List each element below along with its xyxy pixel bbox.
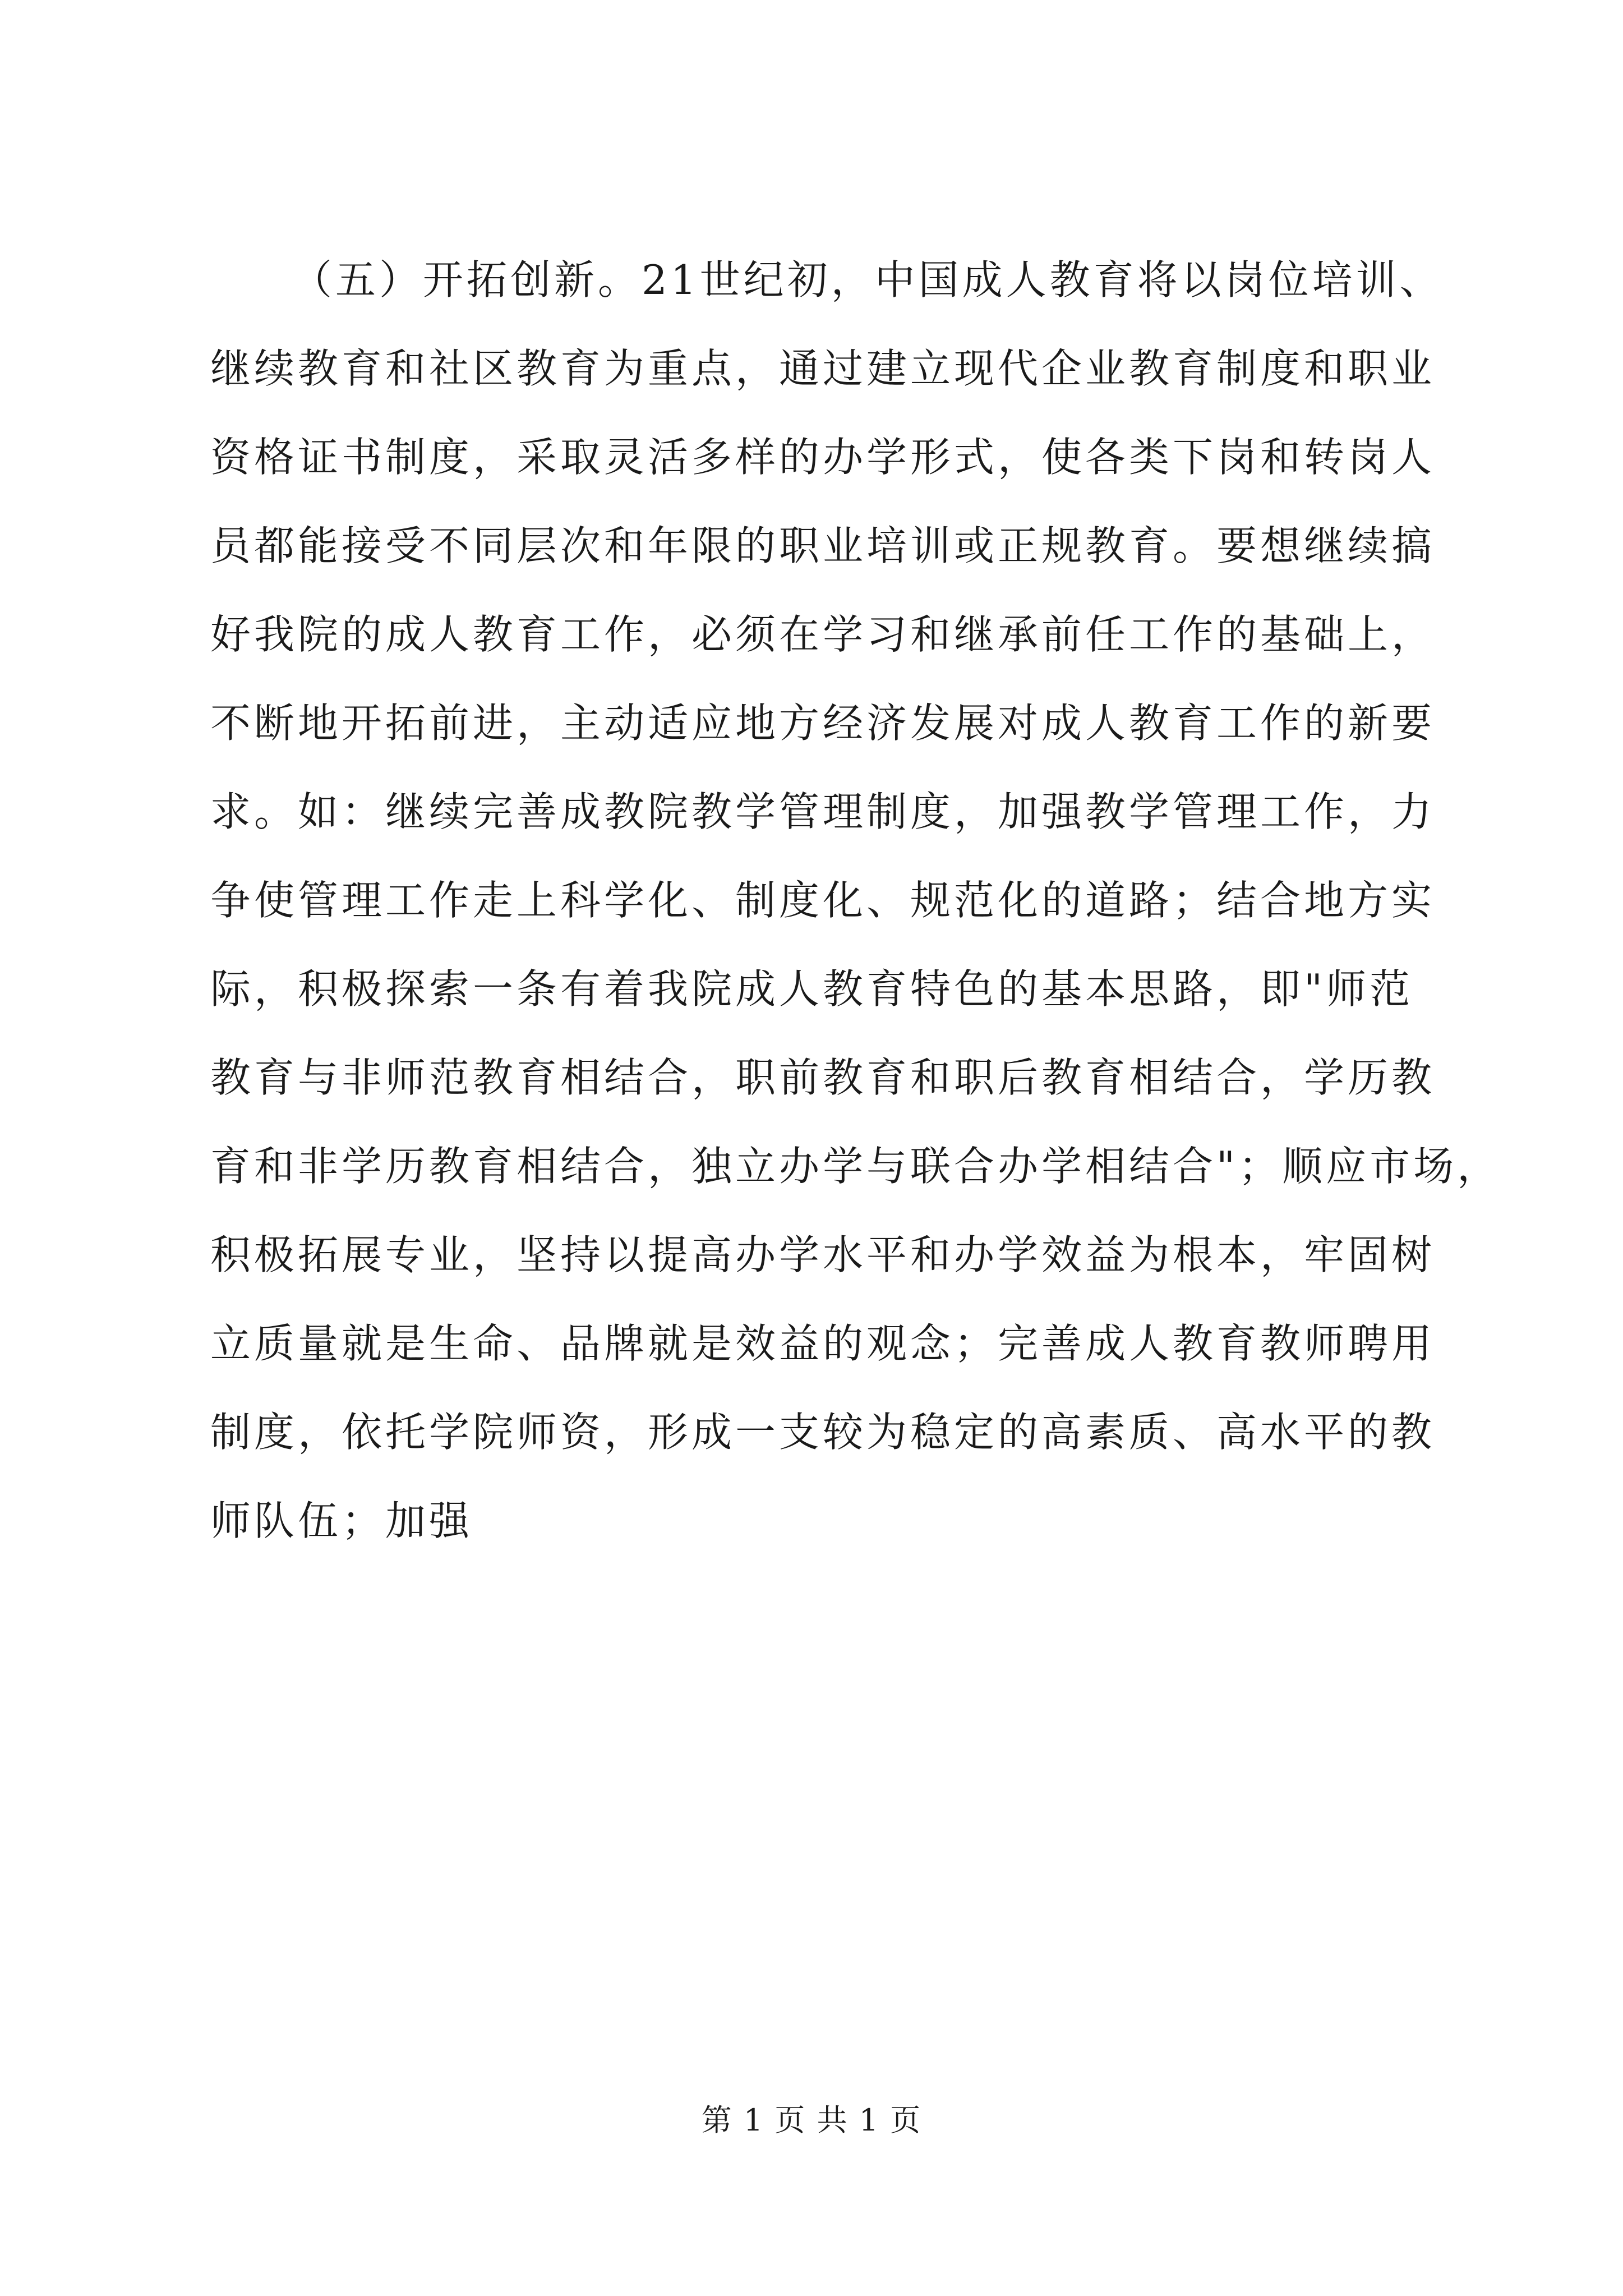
paragraph-line: 积极拓展专业，坚持以提高办学水平和办学效益为根本，牢固树: [210, 1231, 1436, 1278]
paragraph-line: 求。如：继续完善成教院教学管理制度，加强教学管理工作，力: [210, 788, 1436, 835]
paragraph-line: 师队伍；加强: [210, 1497, 473, 1544]
paragraph-line: 制度，依托学院师资，形成一支较为稳定的高素质、高水平的教: [210, 1409, 1436, 1456]
paragraph-line: 资格证书制度，采取灵活多样的办学形式，使各类下岗和转岗人: [210, 434, 1436, 481]
paragraph-line: 争使管理工作走上科学化、制度化、规范化的道路；结合地方实: [210, 877, 1436, 924]
body-paragraph: [210, 236, 1501, 1565]
paragraph-line: 教育与非师范教育相结合，职前教育和职后教育相结合，学历教: [210, 1054, 1436, 1101]
paragraph-line: 员都能接受不同层次和年限的职业培训或正规教育。要想继续搞: [210, 522, 1436, 569]
paragraph-line: 立质量就是生命、品牌就是效益的观念；完善成人教育教师聘用: [210, 1320, 1436, 1367]
paragraph-line: 好我院的成人教育工作，必须在学习和继承前任工作的基础上，: [210, 611, 1436, 658]
paragraph-line: 育和非学历教育相结合，独立办学与联合办学相结合"；顺应市场，: [210, 1143, 1501, 1190]
paragraph-line: 继续教育和社区教育为重点，通过建立现代企业教育制度和职业: [210, 345, 1436, 392]
paragraph-line: 不断地开拓前进，主动适应地方经济发展对成人教育工作的新要: [210, 700, 1436, 747]
paragraph-line: （五）开拓创新。21世纪初，中国成人教育将以岗位培训、: [292, 256, 1444, 303]
paragraph-line: 际，积极探索一条有着我院成人教育特色的基本思路，即"师范: [210, 965, 1414, 1013]
page-number-footer: 第 1 页 共 1 页: [701, 2102, 922, 2138]
